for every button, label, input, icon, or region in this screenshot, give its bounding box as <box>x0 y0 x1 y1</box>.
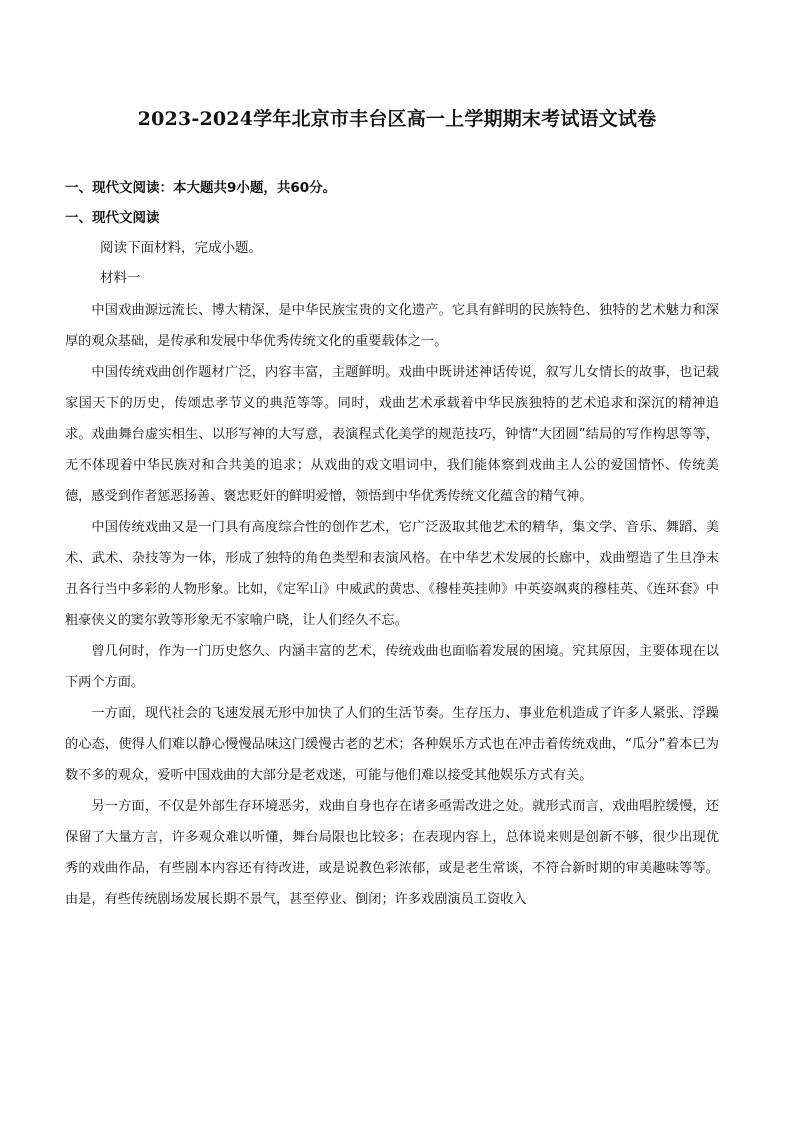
paragraph: 中国传统戏曲创作题材广泛，内容丰富，主题鲜明。戏曲中既讲述神话传说，叙写儿女情长的故事，也记载家国天下的历史，传颂忠孝节义的典范等等。同时，戏曲艺术承载着中华民族独特的艺术追求和深沉的精神追求。戏曲舞台虚实相生、以形写神的大写意，表演程式化美学的规范技巧，钟情“大团圆”结局的写作构思等等，无不体现着中华民族对和合共美的追求；从戏曲的戏文唱词中，我们能体察到戏曲主人公的爱国情怀、传统美德，感受到作者惩恶扬善、褒忠贬奸的鲜明爱憎，领悟到中华优秀传统文化蕴含的精气神。 <box>65 365 719 504</box>
material-label: 材料一 <box>100 270 141 286</box>
paragraph: 另一方面，不仅是外部生存环境恶劣，戏曲自身也存在诸多亟需改进之处。就形式而言，戏曲唱腔缓慢，还保留了大量方言，许多观众难以听懂，舞台局限也比较多；在表现内容上，总体说来则是创新不够，很少出现优秀的戏曲作品，有些剧本内容还有待改进，或是说教色彩浓郁，或是老生常谈，不符合新时期的审美趣味等等。由是，有些传统剧场发展长期不景气，甚至停业、倒闭；许多戏剧演员工资收入 <box>65 799 719 907</box>
material-body <box>65 295 719 915</box>
paragraph: 一方面，现代社会的飞速发展无形中加快了人们的生活节奏。生存压力、事业危机造成了许多人紧张、浮躁的心态，使得人们难以静心慢慢品味这门缓慢古老的艺术；各种娱乐方式也在冲击着传统戏曲，“瓜分”着本已为数不多的观众，爱听中国戏曲的大部分是老戏迷，可能与他们难以接受其他娱乐方式有关。 <box>65 706 719 783</box>
section-heading: 一、现代文阅读：本大题共9小题，共60分。 <box>65 180 337 196</box>
paragraph: 中国戏曲源远流长、博大精深，是中华民族宝贵的文化遗产。它具有鲜明的民族特色、独特的艺术魅力和深厚的观众基础，是传承和发展中华优秀传统文化的重要载体之一。 <box>65 303 719 349</box>
subsection-heading: 一、现代文阅读 <box>65 210 160 226</box>
document-title: 2023-2024学年北京市丰台区高一上学期期末考试语文试卷 <box>137 108 657 130</box>
paragraph: 曾几何时，作为一门历史悠久、内涵丰富的艺术，传统戏曲也面临着发展的困境。究其原因，主要体现在以下两个方面。 <box>65 644 719 690</box>
reading-instruction: 阅读下面材料，完成小题。 <box>100 240 262 256</box>
paragraph: 中国传统戏曲又是一门具有高度综合性的创作艺术，它广泛汲取其他艺术的精华，集文学、音乐、舞蹈、美术、武术、杂技等为一体，形成了独特的角色类型和表演风格。在中华艺术发展的长廊中，戏曲塑造了生旦净末丑各行当中多彩的人物形象。比如，《定军山》中威武的黄忠、《穆桂英挂帅》中英姿飒爽的穆桂英、《连环套》中粗豪侠义的窦尔敦等形象无不家喻户晓，让人们经久不忘。 <box>65 520 719 628</box>
